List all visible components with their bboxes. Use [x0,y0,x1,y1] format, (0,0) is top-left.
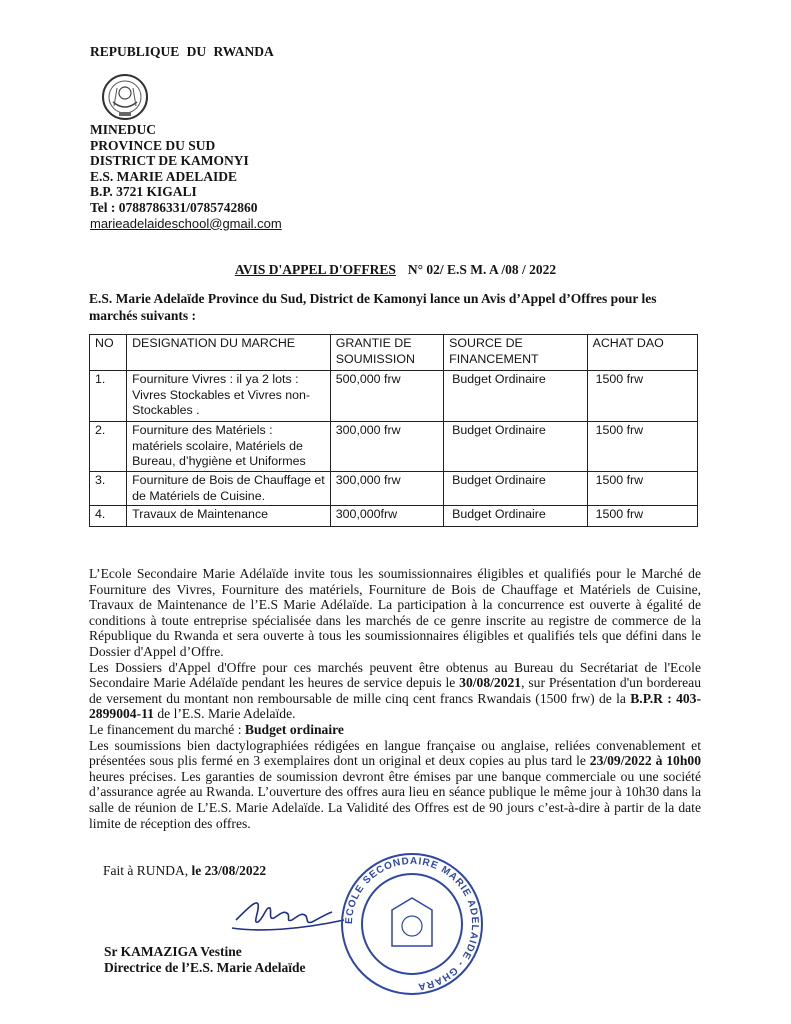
header-garantie: GRANTIE DE SOUMISSION [330,335,443,371]
org-phone: Tel : 0788786331/0785742860 [90,199,258,215]
cell-source: Budget Ordinaire [444,422,587,472]
org-postbox: B.P. 3721 KIGALI [90,184,197,200]
school-stamp [338,850,486,998]
cell-garantie: 500,000 frw [330,371,443,422]
text-run: Les Dossiers d'Appel d'Offre pour ces marchés peuvent être obtenus au Bureau du Secrétariat de l'Ecole Secondaire Marie Adélaïde pendant les heures de service depuis le [89,659,701,691]
text-run: heures précises. Les garanties de soumission devront être émises par une banque commerciale ou une société d’assurance agrée au Rwanda. L’ouverture des offres aura lieu en séance publique le même jour à 10h30 dans la salle de réunion de L’E.S. Marie Adelaïde. La Validité des Offres est de 90 jours c’est-à-dire à partir de la date limite de réception des offres. [89,768,701,831]
cell-dao: 1500 frw [587,472,697,506]
title-reference: N° 02/ E.S M. A /08 / 2022 [407,262,557,277]
cell-dao: 1500 frw [587,371,697,422]
text-run: de l’E.S. Marie Adelaïde. [153,706,296,722]
signer-name: Sr KAMAZIGA Vestine [104,944,242,959]
table-row [90,422,698,472]
cell-designation: Travaux de Maintenance [127,506,331,527]
deadline: 23/09/2022 à 10h00 [589,753,701,769]
paragraph-financement [89,722,701,738]
signer-role: Directrice de l’E.S. Marie Adelaïde [104,960,306,975]
text-run: Le financement du marché : [89,721,245,737]
intro-text: E.S. Marie Adelaïde Province du Sud, District de Kamonyi lance un Avis d’Appel d’Offres pour les marchés suivants : [89,291,657,323]
header-source: SOURCE DE FINANCEMENT [444,335,587,371]
cell-designation: Fourniture de Bois de Chauffage et de Matériels de Cuisine. [127,472,331,506]
svg-text:ECOLE SECONDAIRE MARIE ADELAID [344,856,480,992]
budget-type: Budget ordinaire [244,721,344,737]
cell-garantie: 300,000 frw [330,422,443,472]
text-run: Les soumissions bien dactylographiées rédigées en langue française ou anglaise, reliées convenablement et présentées sous plis fermé en 3 exemplaires dont un original et deux copies au plus tard le [89,737,701,769]
table-row [90,371,698,422]
text-run: , sur Présentation d'un bordereau de versement du montant non remboursable de mille cinq cent francs Rwandais (1500 frw) de la [89,675,701,706]
table-row [90,472,698,506]
cell-no: 2. [90,422,127,472]
table-header-row [90,335,698,371]
cell-source: Budget Ordinaire [444,371,587,422]
header-achat-dao: ACHAT DAO [587,335,697,371]
table-row [90,506,698,527]
header-designation: DESIGNATION DU MARCHE [127,335,331,371]
handwritten-signature [228,890,348,940]
date: le 23/08/2022 [191,863,267,878]
stamp-text: ECOLE SECONDAIRE MARIE ADELAIDE - GHARA [343,855,481,992]
cell-source: Budget Ordinaire [444,472,587,506]
signer-block [104,944,305,976]
cell-garantie: 300,000 frw [330,472,443,506]
cell-dao: 1500 frw [587,422,697,472]
organization-block [90,122,282,231]
cell-designation: Fourniture Vivres : il ya 2 lots : Vivres Stockables et Vivres non-Stockables . [127,371,331,422]
org-ministry: MINEDUC [90,122,156,137]
cell-source: Budget Ordinaire [444,506,587,527]
place: Fait à RUNDA, [103,863,192,878]
cell-no: 1. [90,371,127,422]
org-email[interactable]: marieadelaideschool@gmail.com [90,215,282,231]
date-available: 30/08/2021 [459,675,522,691]
country-name: REPUBLIQUE DU RWANDA [90,44,274,59]
header [90,44,274,60]
cell-no: 3. [90,472,127,506]
org-school: E.S. MARIE ADELAIDE [90,168,238,184]
bank-account: B.P.R : 403-2899004-11 [89,690,701,722]
place-date [103,863,266,879]
header-no: NO [90,335,127,371]
title-main: AVIS D'APPEL D'OFFRES [234,262,396,277]
paragraph-dossiers [89,660,701,722]
rwanda-coat-of-arms-icon [100,72,150,122]
cell-designation: Fourniture des Matériels : matériels scolaire, Matériels de Bureau, d’hygiène et Uniformes [127,422,331,472]
notice-title [0,262,791,278]
org-province: PROVINCE DU SUD [90,137,216,153]
org-district: DISTRICT DE KAMONYI [90,153,249,169]
paragraph-soumissions [89,738,701,832]
cell-dao: 1500 frw [587,506,697,527]
paragraph-invitation: L’Ecole Secondaire Marie Adélaïde invite tous les soumissionnaires éligibles et qualifiés pour le Marché de Fourniture des Vivres, Fourniture des matériels, Fourniture de Bois de Chauffage et Matériels de Cuisine, Travaux de Maintenance de l’E.S Marie Adélaïde. La participation à la concurrence est ouverte à égalité de conditions à toute entreprise spécialisée dans les marchés de ce genre inscrite au registre de commerce de la République du Rwanda et sera ouverte à tous les soumissionnaires éligibles et qualifiés tels que défini dans le Dossier d'Appel d’Offre. [89,566,701,659]
cell-garantie: 300,000frw [330,506,443,527]
body-text [89,566,701,831]
tender-table [89,334,698,527]
cell-no: 4. [90,506,127,527]
